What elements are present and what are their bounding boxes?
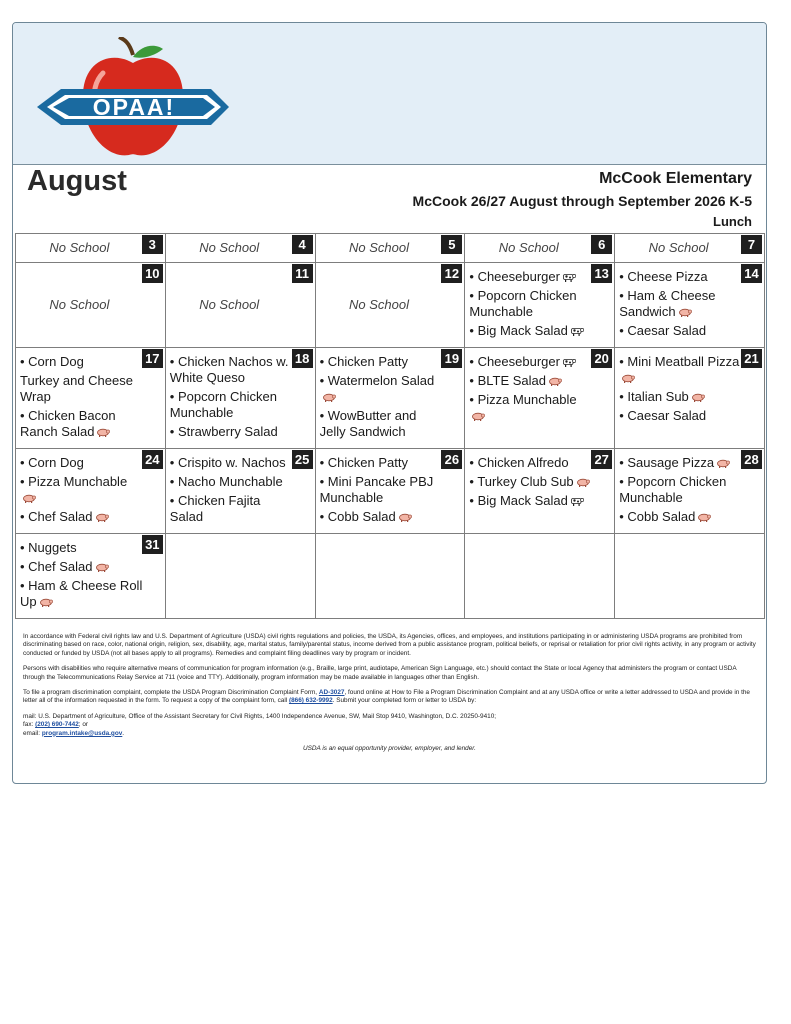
form-link[interactable]: AD-3027 (318, 689, 345, 697)
calendar-day-cell (315, 263, 465, 348)
calendar-day-cell (315, 534, 465, 619)
month-title: August (27, 165, 127, 197)
pork-icon (37, 594, 53, 609)
menu-item (20, 408, 143, 440)
menu-item (170, 474, 293, 490)
no-school-label: No School (199, 297, 260, 312)
menu-item-text: Cobb Salad (627, 509, 696, 524)
menu-item (619, 323, 742, 339)
calendar-day-cell (465, 348, 615, 449)
menu-item-text: Crispito w. Nachos (177, 455, 286, 470)
menu-item (469, 392, 592, 424)
menu-item-text: Turkey Club Sub (477, 474, 574, 489)
menu-item (619, 389, 742, 405)
pork-icon (546, 373, 562, 388)
legal-text: found online at How to File a Program Discrimination Complaint and at any USDA office or write a letter addressed to USDA and provide in the letter all of the information requested in the form. To request a copy of the complaint form, call (23, 689, 750, 705)
calendar-day-cell (465, 263, 615, 348)
beef-icon (568, 493, 584, 508)
no-school-label: No School (349, 240, 409, 255)
pork-icon (574, 474, 590, 489)
calendar-day-cell (615, 449, 765, 534)
menu-item (170, 424, 293, 440)
menu-item-text: Pizza Munchable (28, 474, 128, 489)
menu-item-text: Cobb Salad (327, 509, 396, 524)
menu-item (619, 509, 742, 525)
day-number: 6 (591, 235, 612, 254)
day-number: 28 (741, 450, 762, 469)
calendar-day-cell (165, 234, 315, 263)
menu-item-text: Pizza Munchable (477, 392, 577, 407)
calendar-day-cell (16, 449, 166, 534)
beef-icon (568, 323, 584, 338)
calendar-day-cell (465, 534, 615, 619)
day-number: 27 (591, 450, 612, 469)
pork-icon (396, 509, 412, 524)
menu-item (320, 509, 443, 525)
menu-item-text: BLTE Salad (477, 373, 546, 388)
menu-item-text: Cheeseburger (477, 269, 560, 284)
menu-item (320, 455, 443, 471)
pork-icon (94, 424, 110, 439)
menu-item (469, 269, 592, 285)
menu-item (20, 540, 143, 556)
menu-item-text: Popcorn Chicken Munchable (619, 474, 727, 505)
day-number: 12 (441, 264, 462, 283)
no-school-label: No School (498, 240, 559, 255)
day-number: 4 (292, 235, 313, 254)
nondiscrimination-statement (23, 633, 756, 760)
mail-line: mail: U.S. Department of Agriculture, Office of the Assistant Secretary for Civil Rights, 1400 Independence Avenue, SW, Mail Stop 9410, Washington, D.C. 20250-9410; (23, 712, 497, 720)
menu-item (619, 269, 742, 285)
menu-item-text: Popcorn Chicken Munchable (169, 389, 277, 420)
menu-item (170, 389, 293, 421)
pork-icon (695, 509, 711, 524)
calendar-day-cell (165, 263, 315, 348)
menu-item-text: Mini Meatball Pizza (627, 354, 740, 369)
menu-item-text: Ham & Cheese Sandwich (619, 288, 716, 319)
calendar-day-cell (165, 534, 315, 619)
menu-item-text: Italian Sub (627, 389, 689, 404)
meal-label: Lunch (713, 214, 752, 229)
menu-item (20, 559, 143, 575)
menu-item-text: Turkey and Cheese Wrap (20, 373, 133, 404)
calendar-week (16, 534, 765, 619)
menu-item-text: Strawberry Salad (177, 424, 278, 439)
legal-text: To file a program discrimination complaint, complete the USDA Program Discrimination Complaint Form, (23, 689, 318, 697)
pork-icon (689, 389, 705, 404)
day-number: 21 (741, 349, 762, 368)
header-banner (13, 23, 766, 165)
menu-item (619, 455, 742, 471)
day-number: 18 (292, 349, 313, 368)
day-number: 14 (741, 264, 762, 283)
legal-text: . Submit your completed form or letter to USDA by: (332, 697, 477, 705)
day-number: 31 (142, 535, 163, 554)
day-number: 20 (591, 349, 612, 368)
calendar-day-cell (16, 348, 166, 449)
no-school-label: No School (199, 240, 260, 255)
menu-item-text: Chicken Nachos w. White Queso (169, 354, 289, 385)
day-number: 3 (142, 235, 163, 254)
menu-item-text: WowButter and Jelly Sandwich (319, 408, 417, 439)
menu-item-text: Corn Dog (28, 455, 84, 470)
day-number: 10 (142, 264, 163, 283)
menu-item-text: Chicken Alfredo (477, 455, 569, 470)
menu-item-text: Chicken Bacon Ranch Salad (20, 408, 116, 439)
menu-item (619, 408, 742, 424)
day-number: 17 (142, 349, 163, 368)
calendar-week (16, 263, 765, 348)
logo-text: OPAA! (92, 94, 176, 120)
pork-icon (676, 304, 692, 319)
menu-item-text: Chicken Patty (327, 455, 408, 470)
fax-suffix: ; or (78, 721, 89, 729)
calendar-day-cell (165, 449, 315, 534)
school-name: McCook Elementary (599, 170, 752, 187)
menu-item-text: Big Mack Salad (477, 493, 568, 508)
menu-title: McCook 26/27 August through September 2026 K-5 (412, 193, 752, 209)
no-school-label: No School (49, 297, 110, 312)
menu-item (20, 474, 143, 506)
calendar-day-cell (615, 263, 765, 348)
pork-icon (320, 389, 336, 404)
day-number: 26 (441, 450, 462, 469)
day-number: 11 (292, 264, 313, 283)
menu-item-text: Chef Salad (28, 559, 93, 574)
menu-item-text: Nuggets (28, 540, 77, 555)
menu-item-text: Caesar Salad (627, 408, 707, 423)
menu-item (170, 354, 293, 386)
menu-item (20, 373, 143, 405)
calendar-grid (15, 233, 765, 619)
beef-icon (560, 354, 576, 369)
fax-link[interactable]: (202) 690-7442 (35, 721, 79, 729)
pork-icon (93, 559, 109, 574)
calendar-day-cell (615, 234, 765, 263)
no-school-label: No School (648, 240, 709, 255)
pork-icon (469, 408, 485, 423)
fax-label: fax: (23, 721, 34, 729)
menu-item (170, 493, 293, 525)
email-label: email: (23, 729, 41, 737)
day-number: 7 (741, 235, 762, 254)
pork-icon (619, 370, 635, 385)
email-suffix: . (122, 729, 125, 737)
menu-item-text: Chef Salad (28, 509, 93, 524)
menu-item (320, 408, 443, 440)
legal-paragraph: Persons with disabilities who require alternative means of communication for program information (e.g., Braille, large print, audiotape, American Sign Language, etc.) should contact the State or local Agency that administers the program or contact USDA through the Telecommunications Relay Service at 711 (voice and TTY). Additionally, program information may be made available in languages other than English. (23, 665, 737, 681)
menu-item-text: Cheese Pizza (627, 269, 708, 284)
menu-item (20, 455, 143, 471)
menu-item-text: Mini Pancake PBJ Munchable (319, 474, 434, 505)
day-number: 5 (441, 235, 462, 254)
menu-item (20, 578, 143, 610)
calendar-day-cell (16, 263, 166, 348)
calendar-day-cell (615, 534, 765, 619)
no-school-label: No School (49, 240, 110, 255)
menu-item-text: Popcorn Chicken Munchable (469, 288, 577, 319)
calendar-day-cell (465, 234, 615, 263)
calendar-day-cell (465, 449, 615, 534)
calendar-day-cell (16, 234, 166, 263)
menu-item (320, 474, 443, 506)
menu-item (469, 354, 592, 370)
contact-block (23, 713, 756, 738)
menu-item (469, 288, 592, 320)
menu-item (469, 474, 592, 490)
menu-item (619, 288, 742, 320)
calendar-day-cell (165, 348, 315, 449)
menu-item-text: Corn Dog (28, 354, 84, 369)
phone-link[interactable]: (866) 632-9992 (288, 697, 333, 705)
menu-item (619, 354, 742, 386)
menu-item-text: Caesar Salad (627, 323, 707, 338)
legal-paragraph: To file a program discrimination complaint, complete the USDA Program Discrimination Complaint Form, AD-3027, found online at How to File a Program Discrimination Complaint and at any USDA office or write a letter addressed to USDA and provide in the letter all of the information requested in the form. To request a copy of the complaint form, call (866) 632-9992. Submit your completed form or letter to USDA by: (23, 689, 750, 705)
day-number: 13 (591, 264, 612, 283)
opaa-logo (33, 37, 233, 161)
day-number: 25 (292, 450, 313, 469)
menu-item-text: Big Mack Salad (477, 323, 568, 338)
calendar-week (16, 234, 765, 263)
menu-item-text: Cheeseburger (477, 354, 560, 369)
menu-sheet (12, 22, 767, 784)
menu-item (170, 455, 293, 471)
no-school-label: No School (349, 297, 409, 312)
menu-item (619, 474, 742, 506)
menu-item-text: Chicken Patty (327, 354, 408, 369)
email-link[interactable]: program.intake@usda.gov (41, 729, 123, 737)
menu-item-text: Sausage Pizza (627, 455, 715, 470)
equal-opportunity-line: USDA is an equal opportunity provider, employer, and lender. (303, 745, 476, 753)
menu-item (469, 373, 592, 389)
menu-item-text: Watermelon Salad (327, 373, 435, 388)
menu-item (469, 455, 592, 471)
pork-icon (714, 455, 730, 470)
menu-item (20, 354, 143, 370)
menu-item (469, 493, 592, 509)
calendar-week (16, 449, 765, 534)
menu-item-text: Ham & Cheese Roll Up (20, 578, 143, 609)
pork-icon (93, 509, 109, 524)
menu-item (469, 323, 592, 339)
menu-item (320, 354, 443, 370)
day-number: 24 (142, 450, 163, 469)
day-number: 19 (441, 349, 462, 368)
calendar-day-cell (315, 449, 465, 534)
calendar-week (16, 348, 765, 449)
legal-paragraph: In accordance with Federal civil rights law and U.S. Department of Agriculture (USDA) civil rights regulations and policies, the USDA, its Agencies, offices, and employees, and institutions participating in or administering USDA programs are prohibited from discriminating based on race, color, national origin, religion, sex, disability, age, marital status, family/parental status, income derived from a public assistance program, political beliefs, or reprisal or retaliation for prior civil rights activity, in any program or activity conducted or funded by USDA (not all bases apply to all programs). Remedies and complaint filing deadlines vary by program or incident. (23, 633, 756, 657)
pork-icon (20, 490, 36, 505)
menu-item (20, 509, 143, 525)
beef-icon (560, 269, 576, 284)
calendar-day-cell (315, 234, 465, 263)
menu-item (320, 373, 443, 405)
calendar-day-cell (315, 348, 465, 449)
calendar-day-cell (615, 348, 765, 449)
menu-item-text: Nacho Munchable (177, 474, 283, 489)
menu-item-text: Chicken Fajita Salad (169, 493, 261, 524)
calendar-day-cell (16, 534, 166, 619)
